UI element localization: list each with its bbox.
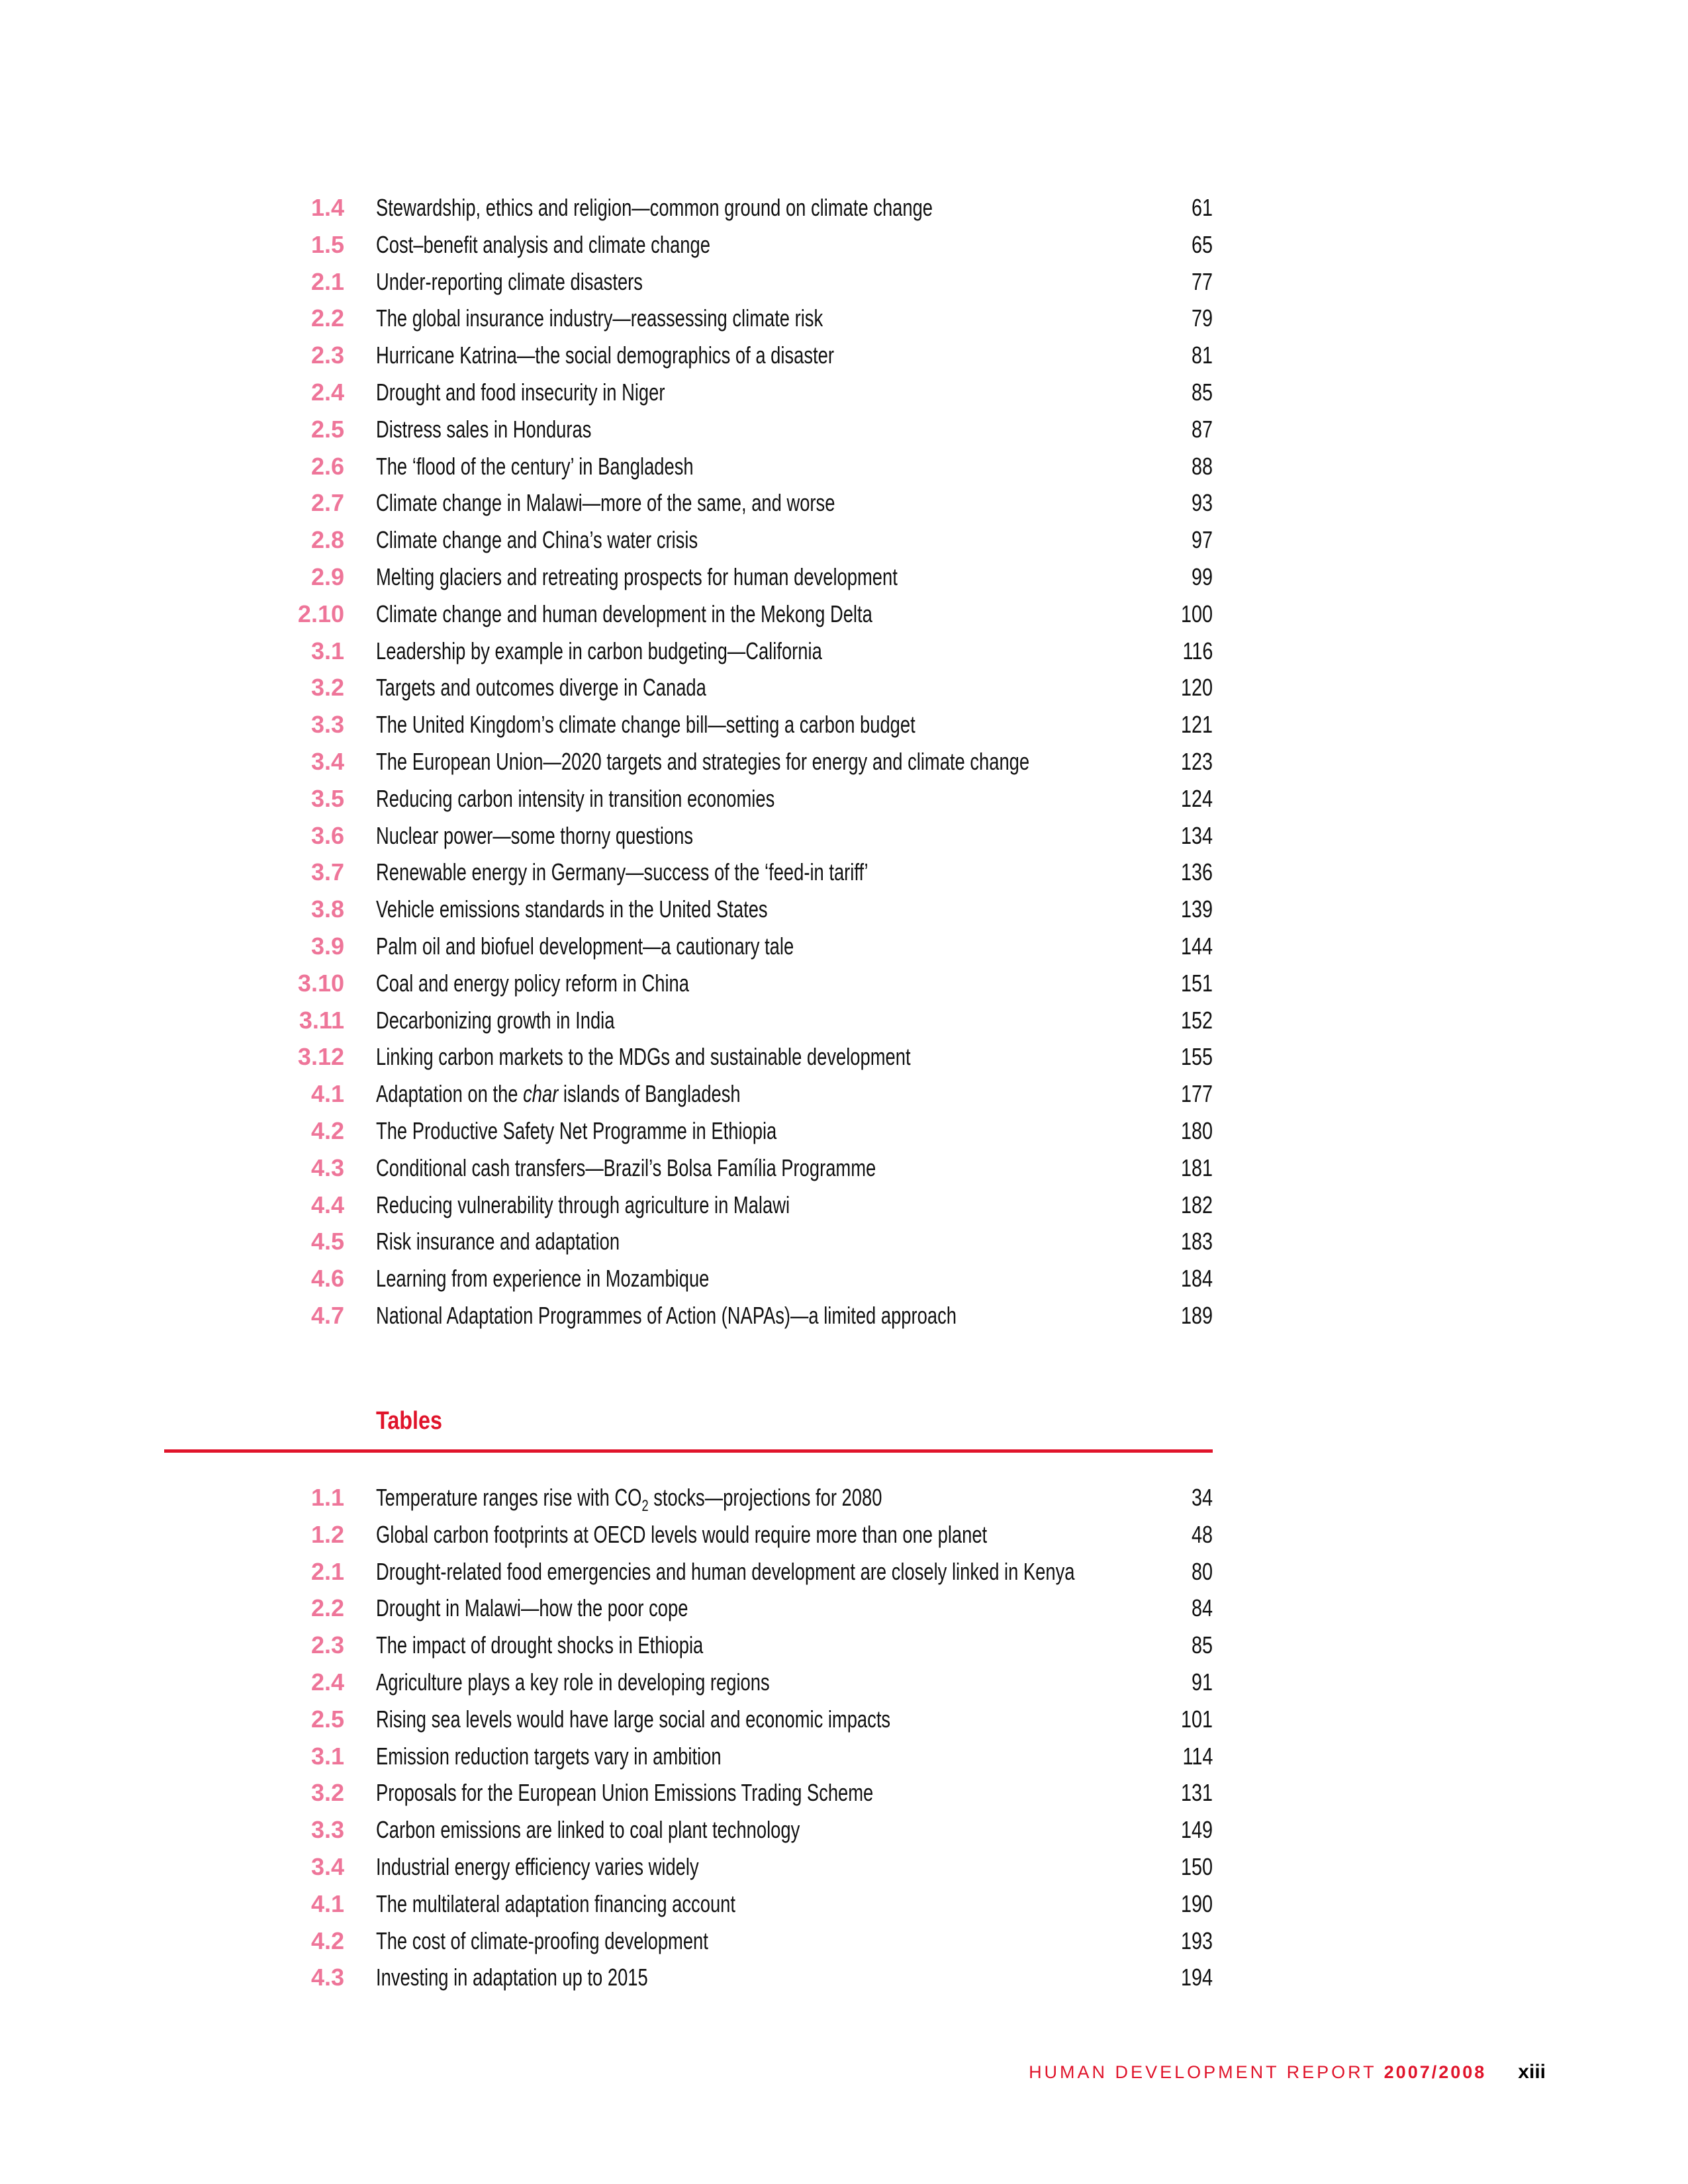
entry-page: 184	[1180, 1265, 1213, 1293]
entry-page: 149	[1180, 1816, 1213, 1844]
entry-title: Industrial energy efficiency varies widely	[376, 1853, 699, 1880]
entry-page: 182	[1180, 1191, 1213, 1218]
entry-title: Global carbon footprints at OECD levels would require more than one planet	[376, 1520, 988, 1548]
toc-entry[interactable]	[0, 1743, 1688, 1780]
toc-entry[interactable]	[0, 1080, 1688, 1117]
entry-number: 2.2	[310, 304, 344, 332]
entry-title: Risk insurance and adaptation	[376, 1228, 620, 1255]
entry-number: 3.5	[310, 784, 344, 812]
entry-title: The ‘flood of the century’ in Bangladesh	[376, 452, 694, 480]
entry-page: 183	[1180, 1228, 1213, 1255]
entry-number: 2.1	[310, 1557, 344, 1585]
toc-entry[interactable]	[0, 453, 1688, 490]
entry-number: 3.1	[310, 1742, 344, 1770]
entry-number: 2.5	[310, 415, 344, 443]
entry-page: 116	[1182, 637, 1213, 664]
toc-entry[interactable]	[0, 1265, 1688, 1302]
entry-number: 4.4	[310, 1191, 344, 1218]
entry-page: 190	[1180, 1889, 1213, 1917]
toc-entry[interactable]	[0, 231, 1688, 268]
toc-entry[interactable]	[0, 304, 1688, 341]
entry-title	[376, 1484, 882, 1515]
entry-number: 3.4	[310, 1853, 344, 1880]
entry-page: 136	[1180, 858, 1213, 886]
toc-entry[interactable]	[0, 637, 1688, 674]
entry-number: 3.7	[310, 858, 344, 886]
entry-title: Melting glaciers and retreating prospects for human development	[376, 563, 898, 590]
entry-title: Emission reduction targets vary in ambition	[376, 1742, 722, 1770]
entry-page: 150	[1180, 1853, 1213, 1880]
entry-page: 139	[1180, 895, 1213, 923]
title-part: stocks—projections for 2080	[648, 1484, 882, 1511]
entry-page: 88	[1191, 452, 1213, 480]
entry-page: 80	[1191, 1557, 1213, 1585]
page-footer	[1029, 2061, 1546, 2083]
toc-entry[interactable]	[0, 1007, 1688, 1044]
toc-entry[interactable]	[0, 822, 1688, 859]
entry-title: Linking carbon markets to the MDGs and sustainable development	[376, 1043, 911, 1071]
entry-number: 2.2	[310, 1594, 344, 1622]
entry-page: 87	[1191, 415, 1213, 443]
entry-number: 4.1	[310, 1080, 344, 1108]
entry-page: 152	[1180, 1006, 1213, 1034]
toc-entry[interactable]	[0, 194, 1688, 231]
report-title: HUMAN DEVELOPMENT REPORT	[1029, 2062, 1384, 2082]
toc-entry[interactable]	[0, 1043, 1688, 1080]
entry-title: Distress sales in Honduras	[376, 415, 592, 443]
entry-number: 2.5	[310, 1705, 344, 1733]
entry-title: Climate change and human development in the Mekong Delta	[376, 600, 872, 627]
toc-entry[interactable]	[0, 1706, 1688, 1743]
title-part: Adaptation on the	[376, 1080, 524, 1108]
entry-page: 97	[1191, 526, 1213, 554]
entry-title: Drought in Malawi—how the poor cope	[376, 1594, 688, 1622]
toc-entry[interactable]	[0, 933, 1688, 970]
entry-number: 3.4	[310, 748, 344, 775]
title-part: Temperature ranges rise with CO	[376, 1484, 642, 1511]
entry-title: Targets and outcomes diverge in Canada	[376, 674, 706, 702]
entry-number: 4.6	[310, 1265, 344, 1293]
entry-title: Decarbonizing growth in India	[376, 1006, 615, 1034]
entry-title: Conditional cash transfers—Brazil’s Bolsa Família Programme	[376, 1154, 876, 1181]
entry-number: 4.2	[310, 1927, 344, 1954]
entry-title: Cost–benefit analysis and climate change	[376, 230, 710, 258]
entry-number: 2.7	[310, 489, 344, 517]
entry-page: 134	[1180, 821, 1213, 849]
entry-page: 93	[1191, 489, 1213, 517]
toc-entry[interactable]	[0, 1668, 1688, 1706]
entry-title: The Productive Safety Net Programme in Ethiopia	[376, 1117, 777, 1144]
toc-entry[interactable]	[0, 341, 1688, 379]
entry-page: 34	[1191, 1484, 1213, 1511]
entry-page: 91	[1191, 1668, 1213, 1696]
toc-entry[interactable]	[0, 674, 1688, 711]
entry-number: 1.1	[310, 1484, 344, 1511]
entry-title: Hurricane Katrina—the social demographics of a disaster	[376, 341, 834, 369]
toc-entry[interactable]	[0, 1631, 1688, 1668]
entry-number: 3.10	[297, 969, 344, 997]
entry-title: Leadership by example in carbon budgeting—California	[376, 637, 822, 664]
toc-entry[interactable]	[0, 489, 1688, 526]
entry-number: 3.2	[310, 1779, 344, 1807]
entry-title: Palm oil and biofuel development—a cautionary tale	[376, 933, 794, 960]
entry-number: 1.4	[310, 194, 344, 221]
entry-title: The European Union—2020 targets and strategies for energy and climate change	[376, 748, 1030, 775]
toc-entry[interactable]	[0, 1191, 1688, 1228]
entry-page: 114	[1182, 1742, 1213, 1770]
entry-number: 2.3	[310, 1631, 344, 1659]
entry-number: 1.5	[310, 230, 344, 258]
tables-heading: Tables	[376, 1407, 442, 1435]
title-italic: char	[523, 1080, 559, 1108]
entry-title: Reducing carbon intensity in transition economies	[376, 784, 775, 812]
entry-number: 2.3	[310, 341, 344, 369]
entry-number: 3.2	[310, 674, 344, 702]
entry-number: 3.3	[310, 1816, 344, 1844]
entry-number: 2.4	[310, 379, 344, 406]
entry-page: 151	[1180, 969, 1213, 997]
entry-number: 2.8	[310, 526, 344, 554]
toc-entry[interactable]	[0, 785, 1688, 822]
entry-page: 100	[1180, 600, 1213, 627]
toc-entry[interactable]	[0, 1302, 1688, 1339]
entry-title: The United Kingdom’s climate change bill—setting a carbon budget	[376, 711, 915, 739]
entry-title: Climate change in Malawi—more of the same, and worse	[376, 489, 835, 517]
entry-number: 3.8	[310, 895, 344, 923]
toc-entry[interactable]	[0, 895, 1688, 933]
toc-entry[interactable]	[0, 1117, 1688, 1154]
report-years: 2007/2008	[1383, 2062, 1487, 2082]
entry-title: Under-reporting climate disasters	[376, 267, 643, 295]
entry-page: 85	[1191, 1631, 1213, 1659]
toc-entry[interactable]	[0, 268, 1688, 305]
entry-page: 79	[1191, 304, 1213, 332]
entry-number: 3.9	[310, 933, 344, 960]
entry-page: 65	[1191, 230, 1213, 258]
entry-number: 2.6	[310, 452, 344, 480]
entry-page: 123	[1180, 748, 1213, 775]
entry-title: Drought and food insecurity in Niger	[376, 379, 665, 406]
page-number: xiii	[1518, 2061, 1546, 2083]
toc-entry[interactable]	[0, 858, 1688, 895]
toc-entry[interactable]	[0, 1521, 1688, 1558]
entry-page: 61	[1191, 194, 1213, 221]
toc-entry[interactable]	[0, 1890, 1688, 1927]
title-subscript: 2	[641, 1497, 649, 1515]
entry-title: Renewable energy in Germany—success of the ‘feed-in tariff’	[376, 858, 868, 886]
entry-page: 48	[1191, 1520, 1213, 1548]
entry-title: Vehicle emissions standards in the United States	[376, 895, 768, 923]
entry-number: 1.2	[310, 1520, 344, 1548]
entry-number: 4.1	[310, 1889, 344, 1917]
entry-title: Drought-related food emergencies and human development are closely linked in Kenya	[376, 1557, 1075, 1585]
toc-entry[interactable]	[0, 1816, 1688, 1853]
entry-number: 4.7	[310, 1302, 344, 1329]
toc-entry[interactable]	[0, 416, 1688, 453]
entry-page: 193	[1180, 1927, 1213, 1954]
entry-page: 155	[1180, 1043, 1213, 1071]
entry-page: 189	[1180, 1302, 1213, 1329]
entry-page: 144	[1180, 933, 1213, 960]
entry-number: 3.1	[310, 637, 344, 664]
title-part: islands of Bangladesh	[558, 1080, 741, 1108]
entry-title: Learning from experience in Mozambique	[376, 1265, 710, 1293]
toc-entry[interactable]	[0, 1228, 1688, 1265]
toc-entry[interactable]	[0, 1558, 1688, 1595]
toc-entry[interactable]	[0, 970, 1688, 1007]
toc-entry[interactable]	[0, 1594, 1688, 1631]
entry-page: 121	[1180, 711, 1213, 739]
entry-title: Climate change and China’s water crisis	[376, 526, 698, 554]
toc-entry[interactable]	[0, 1853, 1688, 1890]
entry-title: Proposals for the European Union Emissions Trading Scheme	[376, 1779, 874, 1807]
entry-number: 4.3	[310, 1154, 344, 1181]
toc-entry[interactable]	[0, 600, 1688, 637]
entry-page: 101	[1180, 1705, 1213, 1733]
toc-entry[interactable]	[0, 1154, 1688, 1191]
entry-title: Coal and energy policy reform in China	[376, 969, 689, 997]
toc-entry[interactable]	[0, 711, 1688, 748]
entry-page: 181	[1180, 1154, 1213, 1181]
toc-entry[interactable]	[0, 379, 1688, 416]
entry-number: 4.5	[310, 1228, 344, 1255]
entry-title: The cost of climate-proofing development	[376, 1927, 708, 1954]
entry-page: 99	[1191, 563, 1213, 590]
entry-page: 77	[1191, 267, 1213, 295]
entry-title: Investing in adaptation up to 2015	[376, 1964, 648, 1991]
entry-page: 120	[1180, 674, 1213, 702]
entry-page: 177	[1180, 1080, 1213, 1108]
entry-page: 180	[1180, 1117, 1213, 1144]
toc-entry[interactable]	[0, 1484, 1688, 1521]
entry-page: 85	[1191, 379, 1213, 406]
entry-number: 2.1	[310, 267, 344, 295]
entry-title: The global insurance industry—reassessing climate risk	[376, 304, 823, 332]
entry-page: 124	[1180, 784, 1213, 812]
toc-entry[interactable]	[0, 1927, 1688, 1964]
entry-number: 3.6	[310, 821, 344, 849]
entry-number: 3.12	[297, 1043, 344, 1071]
entry-number: 3.3	[310, 711, 344, 739]
entry-number: 2.4	[310, 1668, 344, 1696]
entry-page: 81	[1191, 341, 1213, 369]
entry-title: Nuclear power—some thorny questions	[376, 821, 694, 849]
entry-number: 4.2	[310, 1117, 344, 1144]
toc-entry[interactable]	[0, 1964, 1688, 2001]
entry-title: Reducing vulnerability through agriculture in Malawi	[376, 1191, 790, 1218]
section-divider	[164, 1449, 1213, 1453]
entry-page: 131	[1180, 1779, 1213, 1807]
entry-title: Agriculture plays a key role in developing regions	[376, 1668, 770, 1696]
entry-title: Stewardship, ethics and religion—common ground on climate change	[376, 194, 933, 221]
toc-entry[interactable]	[0, 526, 1688, 563]
entry-page: 84	[1191, 1594, 1213, 1622]
toc-entry[interactable]	[0, 748, 1688, 785]
entry-title: Rising sea levels would have large social and economic impacts	[376, 1705, 891, 1733]
entry-title: The impact of drought shocks in Ethiopia	[376, 1631, 704, 1659]
entry-page: 194	[1180, 1964, 1213, 1991]
toc-entry[interactable]	[0, 563, 1688, 600]
entry-title: The multilateral adaptation financing account	[376, 1889, 735, 1917]
entry-title	[376, 1080, 741, 1108]
entry-number: 2.10	[297, 600, 344, 627]
entry-title: National Adaptation Programmes of Action (NAPAs)—a limited approach	[376, 1302, 957, 1329]
entry-number: 2.9	[310, 563, 344, 590]
entry-title: Carbon emissions are linked to coal plant technology	[376, 1816, 800, 1844]
toc-entry[interactable]	[0, 1779, 1688, 1816]
entry-number: 4.3	[310, 1964, 344, 1991]
entry-number: 3.11	[299, 1006, 344, 1034]
